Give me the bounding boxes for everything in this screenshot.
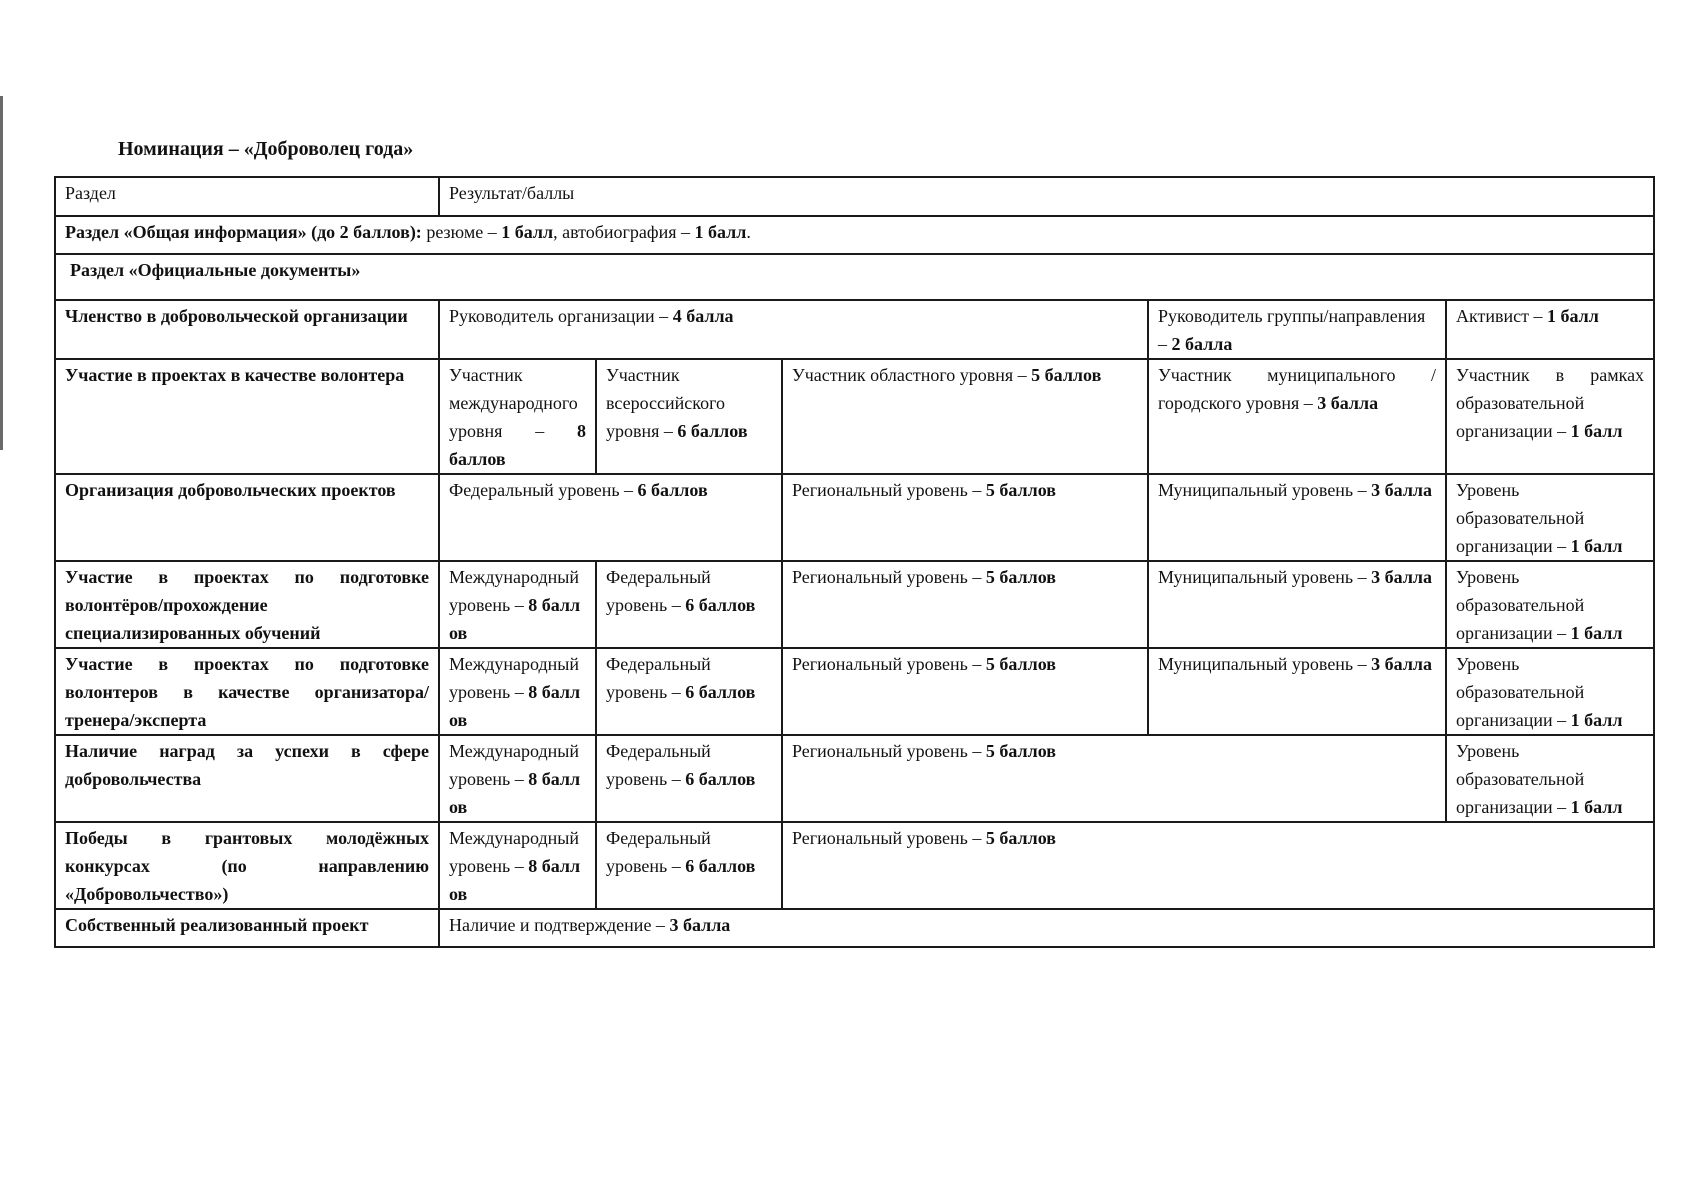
participation-regional: Участник областного уровня – 5 баллов	[782, 359, 1148, 474]
training-municipal: Муниципальный уровень – 3 балла	[1148, 561, 1446, 648]
awards-federal: Федеральный уровень – 6 баллов	[596, 735, 782, 822]
participation-school: Участник в рамках образовательной организации – 1 балл	[1446, 359, 1654, 474]
trainer-international: Международный уровень – 8 баллов	[439, 648, 596, 735]
grants-regional: Региональный уровень – 5 баллов	[782, 822, 1654, 909]
membership-activist: Активист – 1 балл	[1446, 300, 1654, 359]
table-row-grants	[55, 822, 1654, 909]
participation-allrussia: Участник всероссийского уровня – 6 баллов	[596, 359, 782, 474]
organization-federal: Федеральный уровень – 6 баллов	[439, 474, 782, 561]
row-label-awards: Наличие наград за успехи в сфере добровольчества	[55, 735, 439, 822]
bio-text: , автобиография –	[553, 222, 695, 242]
trainer-regional: Региональный уровень – 5 баллов	[782, 648, 1148, 735]
awards-school: Уровень образовательной организации – 1 балл	[1446, 735, 1654, 822]
trainer-federal: Федеральный уровень – 6 баллов	[596, 648, 782, 735]
page-title: Номинация – «Доброволец года»	[118, 138, 414, 160]
grants-international: Международный уровень – 8 баллов	[439, 822, 596, 909]
header-row	[55, 177, 1654, 216]
section-docs-row	[55, 254, 1654, 300]
header-result: Результат/баллы	[439, 177, 1654, 216]
organization-municipal: Муниципальный уровень – 3 балла	[1148, 474, 1446, 561]
training-international: Международный уровень – 8 баллов	[439, 561, 596, 648]
scoring-table	[54, 176, 1655, 948]
grants-federal: Федеральный уровень – 6 баллов	[596, 822, 782, 909]
table-row-organization	[55, 474, 1654, 561]
training-school: Уровень образовательной организации – 1 балл	[1446, 561, 1654, 648]
bio-points: 1 балл	[694, 222, 747, 242]
section-general-cell	[55, 216, 1654, 254]
section-general-lead: Раздел «Общая информация» (до 2 баллов):	[65, 222, 422, 242]
trainer-school: Уровень образовательной организации – 1 балл	[1446, 648, 1654, 735]
trainer-municipal: Муниципальный уровень – 3 балла	[1148, 648, 1446, 735]
table-row-membership	[55, 300, 1654, 359]
participation-municipal: Участник муниципального /городского уровня – 3 балла	[1148, 359, 1446, 474]
row-label-membership: Членство в добровольческой организации	[55, 300, 439, 359]
section-general-end: .	[746, 222, 751, 242]
membership-head-org: Руководитель организации – 4 балла	[439, 300, 1148, 359]
table-row-training	[55, 561, 1654, 648]
row-label-grants: Победы в грантовых молодёжных конкурсах (по направлению «Добровольчество»)	[55, 822, 439, 909]
table-row-participation	[55, 359, 1654, 474]
awards-international: Международный уровень – 8 баллов	[439, 735, 596, 822]
organization-regional: Региональный уровень – 5 баллов	[782, 474, 1148, 561]
row-label-trainer: Участие в проектах по подготовке волонтеров в качестве организатора/тренера/эксперта	[55, 648, 439, 735]
section-general-row	[55, 216, 1654, 254]
membership-group-leader: Руководитель группы/направления – 2 балла	[1148, 300, 1446, 359]
table-row-trainer	[55, 648, 1654, 735]
training-federal: Федеральный уровень – 6 баллов	[596, 561, 782, 648]
resume-points: 1 балл	[501, 222, 554, 242]
section-docs-cell: Раздел «Официальные документы»	[55, 254, 1654, 300]
resume-text: резюме –	[421, 222, 502, 242]
participation-international: Участник международного уровня – 8 баллов	[439, 359, 596, 474]
scan-edge-mark	[0, 96, 3, 450]
table-row-awards	[55, 735, 1654, 822]
own-project-confirmation: Наличие и подтверждение – 3 балла	[439, 909, 1654, 947]
table-row-own-project	[55, 909, 1654, 947]
header-section: Раздел	[55, 177, 439, 216]
row-label-training: Участие в проектах по подготовке волонтёров/прохождение специализированных обучений	[55, 561, 439, 648]
awards-regional: Региональный уровень – 5 баллов	[782, 735, 1446, 822]
row-label-participation: Участие в проектах в качестве волонтера	[55, 359, 439, 474]
row-label-own-project: Собственный реализованный проект	[55, 909, 439, 947]
training-regional: Региональный уровень – 5 баллов	[782, 561, 1148, 648]
organization-school: Уровень образовательной организации – 1 балл	[1446, 474, 1654, 561]
row-label-organization: Организация добровольческих проектов	[55, 474, 439, 561]
